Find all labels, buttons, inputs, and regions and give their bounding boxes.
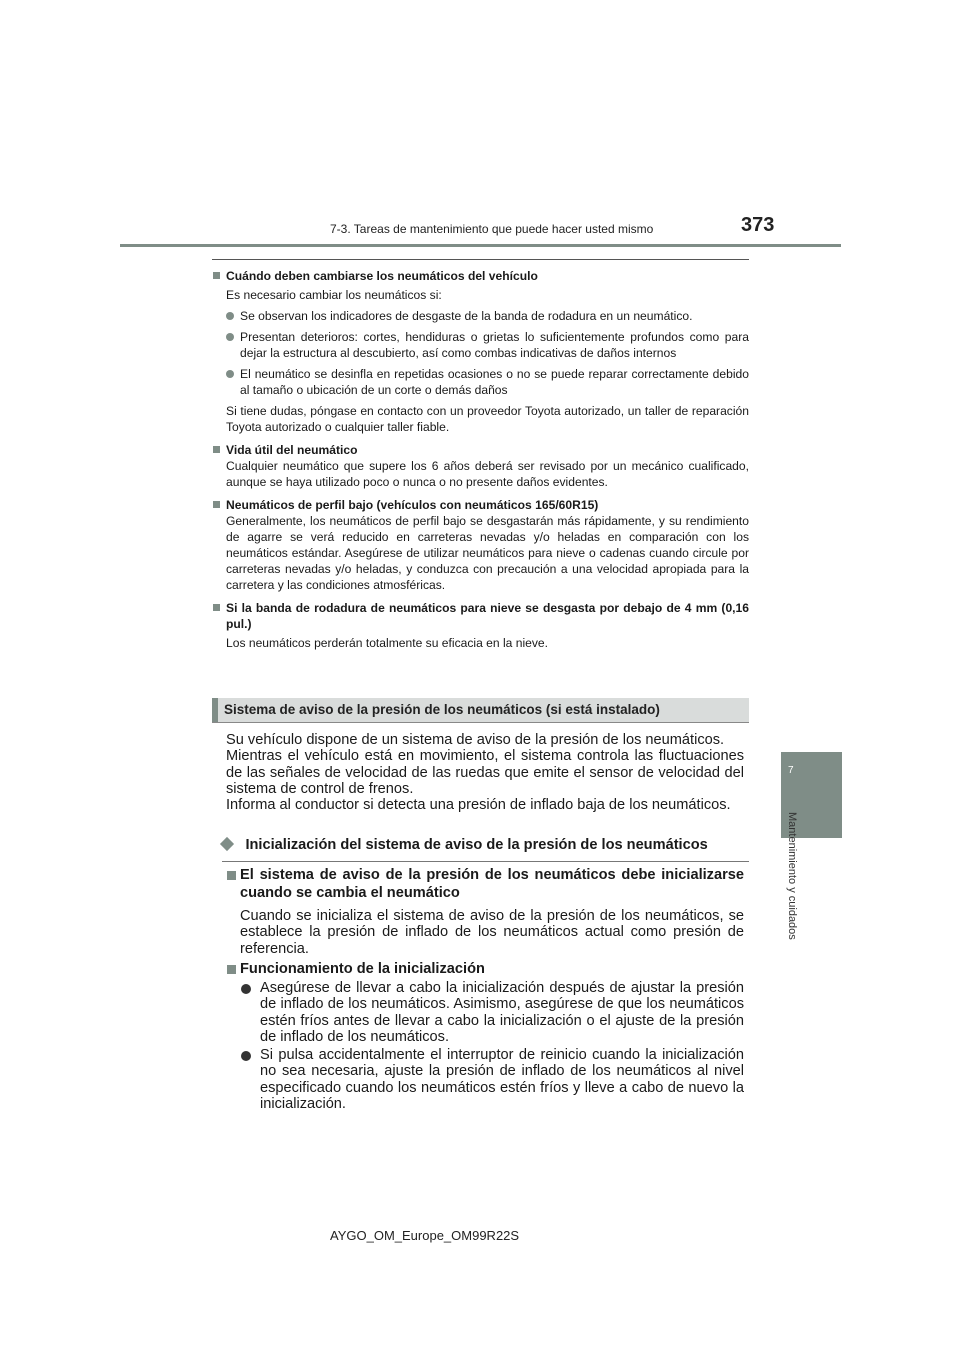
square-bullet-icon (213, 501, 220, 508)
note-heading: Neumáticos de perfil bajo (vehículos con neumáticos 165/60R15) (212, 497, 749, 513)
intro-line: Mientras el vehículo está en movimiento, el sistema controla las fluctuaciones de las señales de velocidad de las ruedas que emite el sensor de velocidad del sistema de control de frenos. (226, 748, 744, 797)
section-title-bar (212, 698, 749, 723)
note-text: Generalmente, los neumáticos de perfil bajo se desgastarán más rápidamente, y su rendimiento de agarre se verá reducido en carreteras nevadas y/o heladas en comparación con los neumáticos estándar. Asegúrese de utilizar neumáticos para nieve o cadenas cuando circule por carreteras nevadas y/o heladas, y conduzca con precaución a una velocidad apropiada para la carretera y las condiciones atmosféricas. (226, 514, 749, 592)
content-top-rule (212, 259, 749, 260)
subsection-title: Inicialización del sistema de aviso de la presión de los neumáticos (222, 836, 749, 862)
chapter-title: Mantenimiento y cuidados (786, 812, 798, 940)
bullet-dot-icon (226, 312, 234, 320)
block-heading: El sistema de aviso de la presión de los neumáticos debe inicializarse cuando se cambia el neumático (226, 866, 744, 902)
page-number: 373 (741, 214, 775, 236)
note-heading: Vida útil del neumático (212, 442, 749, 458)
list-item: Asegúrese de llevar a cabo la inicialización después de ajustar la presión de inflado de los neumáticos. Asimismo, asegúrese de que los neumáticos estén fríos antes de llevar a cabo la inicialización o el ajuste de la presión de inflado de los neumáticos. (226, 980, 744, 1045)
note-text: Cualquier neumático que supere los 6 años deberá ser revisado por un mecánico cualificado, aunque se haya utilizado poco o nunca o no presente daños evidentes. (226, 459, 749, 489)
subsection-block (226, 960, 744, 1112)
bullet-dot-icon (241, 984, 251, 994)
list-item: Si pulsa accidentalmente el interruptor de reinicio cuando la inicialización no sea necesaria, ajuste la presión de inflado de los neumáticos al nivel especificado cuando los neumáticos estén fríos y lleve a cabo de nuevo la inicialización. (226, 1047, 744, 1112)
list-item: Presentan deterioros: cortes, hendiduras o grietas lo suficientemente profundos como para dejar la estructura al descubierto, así como combas indicativas de daños internos (212, 329, 749, 361)
bullet-dot-icon (226, 370, 234, 378)
list-item: Se observan los indicadores de desgaste de la banda de rodadura en un neumático. (212, 308, 749, 324)
note-text: Si tiene dudas, póngase en contacto con un proveedor Toyota autorizado, un taller de reparación Toyota autorizado o cualquier taller fiable. (226, 404, 749, 434)
square-bullet-icon (213, 604, 220, 611)
section-intro (226, 732, 744, 813)
diamond-icon (220, 837, 234, 851)
notes-content (212, 266, 749, 651)
intro-line: Informa al conductor si detecta una presión de inflado baja de los neumáticos. (226, 797, 731, 814)
subsection-block (226, 866, 744, 957)
bullet-dot-icon (226, 333, 234, 341)
chapter-number: 7 (788, 765, 794, 776)
square-bullet-icon (227, 871, 236, 880)
block-heading: Funcionamiento de la inicialización (226, 960, 744, 978)
note-heading: Si la banda de rodadura de neumáticos para nieve se desgasta por debajo de 4 mm (0,16 pul.) (212, 600, 749, 632)
section-accent (212, 698, 218, 722)
square-bullet-icon (213, 446, 220, 453)
section-title: Sistema de aviso de la presión de los neumáticos (si está instalado) (224, 702, 660, 717)
square-bullet-icon (213, 272, 220, 279)
bullet-dot-icon (241, 1051, 251, 1061)
footer-code: AYGO_OM_Europe_OM99R22S (330, 1228, 520, 1243)
list-item: El neumático se desinfla en repetidas ocasiones o no se puede reparar correctamente debido al tamaño o ubicación de un corte o demás daños (212, 366, 749, 398)
square-bullet-icon (227, 965, 236, 974)
note-text: Los neumáticos perderán totalmente su eficacia en la nieve. (226, 636, 549, 650)
header-section-title: 7-3. Tareas de mantenimiento que puede hacer usted mismo (330, 222, 654, 236)
note-text: Es necesario cambiar los neumáticos si: (226, 288, 442, 302)
header-rule (120, 244, 841, 247)
note-heading: Cuándo deben cambiarse los neumáticos del vehículo (212, 268, 749, 284)
block-text: Cuando se inicializa el sistema de aviso de la presión de los neumáticos, se establece la presión de inflado de los neumáticos actual como presión de referencia. (240, 908, 744, 957)
intro-line: Su vehículo dispone de un sistema de aviso de la presión de los neumáticos. (226, 732, 725, 748)
